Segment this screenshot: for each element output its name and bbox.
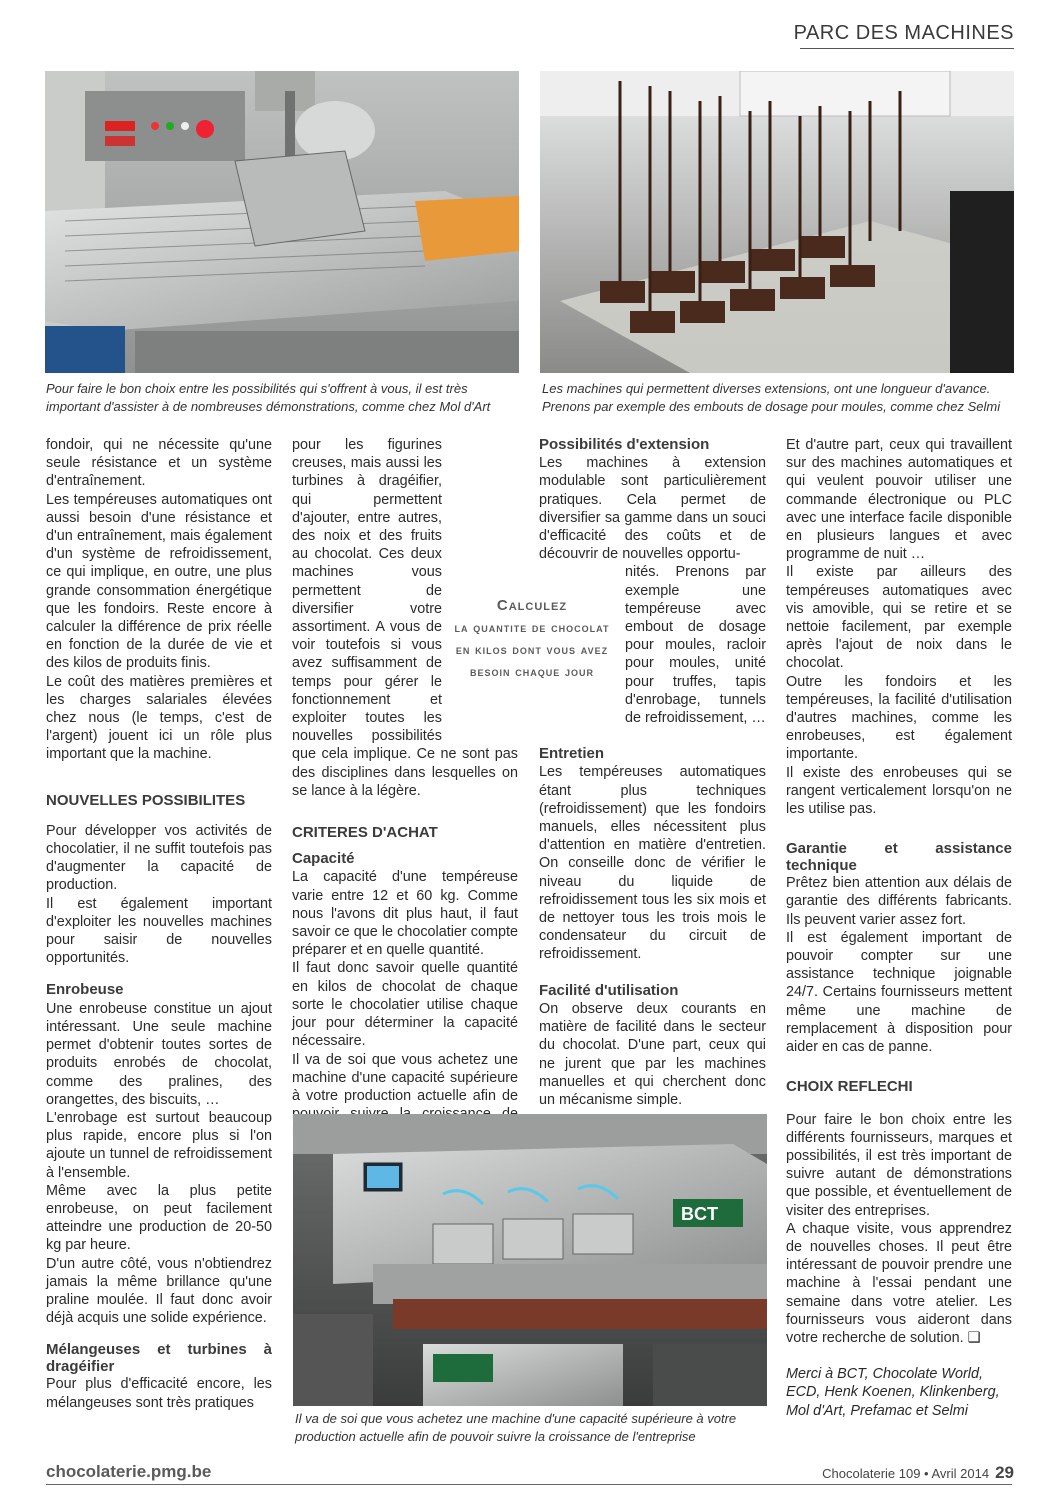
- heading-choix-reflechi: CHOIX REFLECHI: [786, 1078, 913, 1096]
- paragraph: Les machines à extension modulable sont particulièrement pratiques. Cela permet de diversifier sa gamme dans un souci d'efficacité des coûts et de découvrir de nouvelles opportu-: [539, 455, 766, 563]
- paragraph: Le coût des matières premières et les charges salariales élevées chez nous (le temps, c'est de l'argent) jouent ici un rôle plus important que la machine.: [46, 673, 272, 763]
- paragraph: L'enrobage est surtout beaucoup plus rapide, encore plus si l'on ajoute un tunnel de refroidissement à l'ensemble.: [46, 1109, 272, 1181]
- footer-rule: [46, 1484, 1012, 1485]
- paragraph: [786, 1220, 1012, 1347]
- heading-enrobeuse: Enrobeuse: [46, 981, 124, 999]
- acknowledgements: Merci à BCT, Chocolate World, ECD, Henk Koenen, Klinkenberg, Mol d'Art, Prefamac et Selmi: [786, 1366, 1000, 1419]
- end-mark-icon: ❑: [967, 1329, 981, 1346]
- heading-entretien: Entretien: [539, 745, 605, 763]
- photo-caption-bottom: Il va de soi que vous achetez une machine d'une capacité supérieure à votre production actuelle afin de pouvoir suivre la croissance de l'entreprise: [295, 1411, 737, 1444]
- paragraph: Il faut donc savoir quelle quantité en kilos de chocolat de chaque sorte le chocolatier utilise chaque jour pour déterminer la capacité nécessaire.: [292, 960, 518, 1050]
- paragraph: Il existe des enrobeuses qui se rangent verticalement lorsqu'on ne les utilise pas.: [786, 764, 1012, 818]
- paragraph: Il est également important de pouvoir compter sur une assistance technique joignable 24/7. Certains fournisseurs mettent même une machine de remplacement à disposition pour aider en cas de panne.: [786, 929, 1012, 1056]
- paragraph: Les tempéreuses automatiques ont aussi besoin d'une résistance et d'un entraînement, mais également d'un système de refroidissement, ce qui implique, en outre, une plus grande consommation énergétique que les fondoirs. Reste encore à calculer la différence de prix réelle en fonction de la durée de vie et des kilos de produits finis.: [46, 491, 272, 672]
- paragraph: Pour développer vos activités de chocolatier, il ne suffit toutefois pas d'augmenter la capacité de production.: [46, 822, 272, 894]
- paragraph: Même avec la plus petite enrobeuse, on peut facilement atteindre une production de 20-50 kg par heure.: [46, 1182, 272, 1254]
- photo-caption-top-right: Les machines qui permettent diverses extensions, ont une longueur d'avance. Prenons par exemple des embouts de dosage pour moules, comme chez Selmi: [542, 381, 1001, 414]
- paragraph: On observe deux courants en matière de facilité dans le secteur du chocolat. D'une part, ceux qui ne jurent que par les machines manuelles et qui cherchent donc un mécanisme simple.: [539, 1000, 766, 1108]
- paragraph: Pour plus d'efficacité encore, les mélangeuses sont très pratiques: [46, 1376, 272, 1411]
- paragraph: Pour faire le bon choix entre les différents fournisseurs, marques et possibilités, il est très important de suivre autant de démonstrations que possible, et éventuellement de visiter des entreprises.: [786, 1111, 1012, 1219]
- heading-criteres-achat: CRITERES D'ACHAT: [292, 824, 438, 842]
- heading-nouvelles-possibilites: NOUVELLES POSSIBILITES: [46, 791, 246, 809]
- heading-facilite-utilisation: Facilité d'utilisation: [539, 981, 679, 999]
- pull-quote-first-line: Calculez: [496, 597, 568, 614]
- issue-label: Chocolaterie 109 • Avril 2014: [822, 1466, 990, 1481]
- footer-issue-info: [822, 1463, 1014, 1483]
- photo-bct-machine: [293, 1114, 767, 1406]
- photo-tempering-machine-mol-dart: [45, 71, 519, 373]
- paragraph: Prêtez bien attention aux délais de garantie des différents fabricants. Ils peuvent varier assez fort.: [786, 875, 1012, 928]
- text-column-3: [539, 436, 766, 1109]
- photo-caption-top-left: Pour faire le bon choix entre les possibilités qui s'offrent à vous, il est très important d'assister à de nombreuses démonstrations, comme chez Mol d'Art: [46, 381, 491, 414]
- paragraph: Il existe par ailleurs des tempéreuses automatiques avec vis amovible, qui se retire et se nettoie facilement, par exemple après l'ajout de noix dans le chocolat.: [786, 564, 1012, 672]
- pull-quote-body: la quantite de chocolat en kilos dont vous avez besoin chaque jour: [454, 620, 610, 679]
- paragraph: Outre les fondoirs et les tempéreuses, la facilité d'utilisation d'autres machines, comme les enrobeuses, est également importante.: [786, 673, 1012, 763]
- page-number: 29: [995, 1463, 1014, 1482]
- text-column-4: [786, 436, 1012, 1420]
- photo-dosing-nozzles-selmi: [540, 71, 1014, 373]
- header-rule: [800, 48, 1014, 49]
- text-column-2: [292, 436, 518, 1142]
- heading-melangeuses: Mélangeuses et turbines à dragéifier: [46, 1341, 272, 1376]
- text-column-1: [46, 436, 272, 1412]
- paragraph: Les tempéreuses automatiques étant plus techniques (refroidissement) que les fondoirs manuels, elles nécessitent plus d'attention en matière d'entretien. On conseille donc de vérifier le niveau du liquide de refroidissement tous les six mois et de nettoyer tous les trois mois le condensateur du circuit de refroidissement.: [539, 764, 766, 963]
- paragraph: Il va de soi que vous achetez une machine d'une capacité supérieure à votre production actuelle afin de: [292, 1051, 518, 1104]
- paragraph: La capacité d'une tempéreuse varie entre 12 et 60 kg. Comme nous l'avons dit plus haut, il faut savoir ce que le chocolatier compte préparer et en quelle quantité.: [292, 869, 518, 959]
- paragraph: Il est également important d'exploiter les nouvelles machines pour saisir de nouvelles opportunités.: [46, 895, 272, 967]
- paragraph: fondoir, qui ne nécessite qu'une seule résistance et un système d'entraînement.: [46, 437, 272, 490]
- paragraph: Et d'autre part, ceux qui travaillent sur des machines automatiques et qui veulent pouvoir utiliser une commande électronique ou PLC avec une interface facile disponible en plusieurs langues et avec programme de nuit …: [786, 437, 1012, 563]
- paragraph: D'un autre côté, vous n'obtiendrez jamais la même brillance qu'une praline moulée. Il faut donc avoir déjà acquis une solide expérience.: [46, 1255, 272, 1327]
- section-title: PARC DES MACHINES: [793, 22, 1014, 44]
- footer-website: chocolaterie.pmg.be: [46, 1462, 212, 1481]
- heading-capacite: Capacité: [292, 850, 355, 868]
- paragraph: pour les figurines creuses, mais aussi les turbines à dragéifier, qui permettent d'ajouter, entre autres, des noix et des fruits au chocolat. Ces deux machines vous permettent de diversifier votre assortiment. A vous de voir toutefois si vous avez suffisamment de temps pour gérer le fonctionnement et exploiter toutes les nouvelles possibilités que cela implique. Ce ne sont pas des disciplines dans lesquelles on se lance à la légère.: [292, 437, 518, 799]
- heading-possibilites-extension: Possibilités d'extension: [539, 436, 710, 453]
- heading-garantie: Garantie et assistance technique: [786, 840, 1012, 875]
- paragraph: nités. Prenons par exemple une tempéreuse avec embout de dosage pour moules, racloir pour moules, unité pour truffes, tapis d'enrobage, tunnels de refroidissement, …: [625, 564, 766, 727]
- paragraph: Une enrobeuse constitue un ajout intéressant. Une seule machine permet d'obtenir toutes sortes de produits enrobés de chocolat, comme des pralines, des orangettes, des biscuits, …: [46, 1000, 272, 1108]
- paragraph-text: A chaque visite, vous apprendrez de nouvelles choses. Il peut être intéressant de pouvoir prendre une machine à l'essai pendant une semaine dans votre atelier. Les fournisseurs vous aideront dans votre recherche de solution.: [786, 1220, 1012, 1346]
- bct-brand-label: BCT: [681, 1204, 718, 1224]
